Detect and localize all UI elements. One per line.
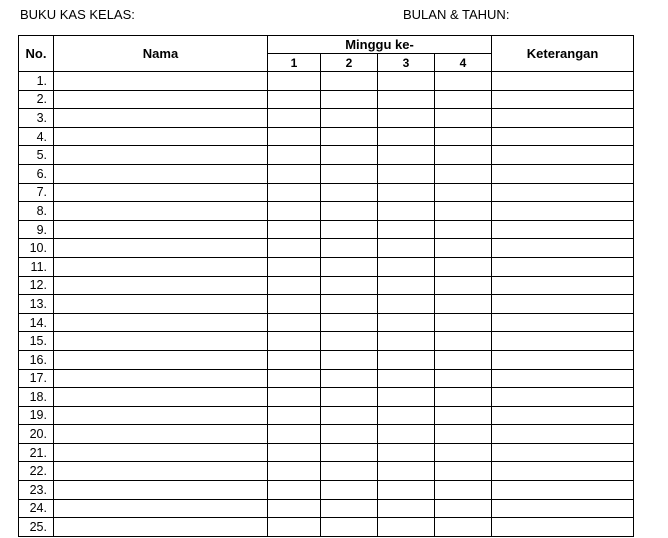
week-2-cell[interactable] [321, 443, 378, 462]
week-3-cell[interactable] [378, 462, 435, 481]
week-1-cell[interactable] [268, 257, 321, 276]
row-number: 3. [19, 109, 54, 128]
week-3-cell[interactable] [378, 406, 435, 425]
keterangan-cell[interactable] [492, 313, 634, 332]
week-1-cell[interactable] [268, 109, 321, 128]
week-4-cell[interactable] [435, 518, 492, 537]
table-row [19, 257, 634, 276]
week-2-cell[interactable] [321, 350, 378, 369]
week-4-cell[interactable] [435, 462, 492, 481]
table-row [19, 332, 634, 351]
week-2-cell[interactable] [321, 369, 378, 388]
week-4-cell[interactable] [435, 239, 492, 258]
week-3-cell[interactable] [378, 72, 435, 91]
week-2-cell[interactable] [321, 239, 378, 258]
week-4-cell[interactable] [435, 257, 492, 276]
week-3-cell[interactable] [378, 220, 435, 239]
week-4-cell[interactable] [435, 481, 492, 500]
keterangan-cell[interactable] [492, 443, 634, 462]
name-cell[interactable] [54, 257, 268, 276]
week-4-cell[interactable] [435, 369, 492, 388]
week-header-3: 3 [378, 54, 435, 72]
table-row [19, 462, 634, 481]
row-number: 25. [19, 518, 54, 537]
keterangan-cell[interactable] [492, 406, 634, 425]
name-cell[interactable] [54, 202, 268, 221]
row-number: 15. [19, 332, 54, 351]
table-row [19, 499, 634, 518]
week-3-cell[interactable] [378, 350, 435, 369]
week-2-cell[interactable] [321, 481, 378, 500]
name-cell[interactable] [54, 350, 268, 369]
keterangan-cell[interactable] [492, 518, 634, 537]
table-row [19, 388, 634, 407]
row-number: 11. [19, 257, 54, 276]
week-4-cell[interactable] [435, 313, 492, 332]
row-number: 1. [19, 72, 54, 91]
row-number: 24. [19, 499, 54, 518]
week-3-cell[interactable] [378, 276, 435, 295]
row-number: 17. [19, 369, 54, 388]
keterangan-cell[interactable] [492, 295, 634, 314]
week-1-cell[interactable] [268, 183, 321, 202]
week-2-cell[interactable] [321, 388, 378, 407]
week-3-cell[interactable] [378, 518, 435, 537]
week-3-cell[interactable] [378, 499, 435, 518]
week-1-cell[interactable] [268, 72, 321, 91]
keterangan-cell[interactable] [492, 257, 634, 276]
week-2-cell[interactable] [321, 146, 378, 165]
keterangan-cell[interactable] [492, 202, 634, 221]
week-3-cell[interactable] [378, 164, 435, 183]
table-row [19, 127, 634, 146]
keterangan-cell[interactable] [492, 369, 634, 388]
name-cell[interactable] [54, 332, 268, 351]
week-3-cell[interactable] [378, 90, 435, 109]
week-3-cell[interactable] [378, 146, 435, 165]
table-row [19, 481, 634, 500]
name-cell[interactable] [54, 462, 268, 481]
keterangan-cell[interactable] [492, 72, 634, 91]
row-number: 7. [19, 183, 54, 202]
row-number: 16. [19, 350, 54, 369]
week-2-cell[interactable] [321, 183, 378, 202]
name-cell[interactable] [54, 90, 268, 109]
week-4-cell[interactable] [435, 295, 492, 314]
week-1-cell[interactable] [268, 239, 321, 258]
week-3-cell[interactable] [378, 332, 435, 351]
row-number: 8. [19, 202, 54, 221]
table-row [19, 350, 634, 369]
name-cell[interactable] [54, 499, 268, 518]
row-number: 19. [19, 406, 54, 425]
keterangan-cell[interactable] [492, 462, 634, 481]
name-cell[interactable] [54, 72, 268, 91]
week-2-cell[interactable] [321, 518, 378, 537]
week-4-cell[interactable] [435, 164, 492, 183]
keterangan-cell[interactable] [492, 146, 634, 165]
row-number: 13. [19, 295, 54, 314]
table-row [19, 109, 634, 128]
keterangan-cell[interactable] [492, 350, 634, 369]
table-row [19, 406, 634, 425]
name-cell[interactable] [54, 388, 268, 407]
table-row [19, 183, 634, 202]
table-row [19, 518, 634, 537]
name-cell[interactable] [54, 127, 268, 146]
name-cell[interactable] [54, 481, 268, 500]
week-1-cell[interactable] [268, 518, 321, 537]
month-year-label: BULAN & TAHUN: [403, 7, 510, 22]
name-cell[interactable] [54, 406, 268, 425]
keterangan-cell[interactable] [492, 276, 634, 295]
row-number: 21. [19, 443, 54, 462]
keterangan-cell[interactable] [492, 332, 634, 351]
week-1-cell[interactable] [268, 443, 321, 462]
week-3-cell[interactable] [378, 388, 435, 407]
name-cell[interactable] [54, 313, 268, 332]
week-3-cell[interactable] [378, 313, 435, 332]
table-row [19, 72, 634, 91]
week-2-cell[interactable] [321, 406, 378, 425]
week-4-cell[interactable] [435, 276, 492, 295]
name-cell[interactable] [54, 425, 268, 444]
table-row [19, 239, 634, 258]
week-3-cell[interactable] [378, 443, 435, 462]
name-cell[interactable] [54, 518, 268, 537]
week-3-cell[interactable] [378, 295, 435, 314]
table-row [19, 443, 634, 462]
keterangan-cell[interactable] [492, 90, 634, 109]
week-4-cell[interactable] [435, 72, 492, 91]
table-row [19, 90, 634, 109]
name-cell[interactable] [54, 146, 268, 165]
row-number: 12. [19, 276, 54, 295]
table-row [19, 313, 634, 332]
week-3-cell[interactable] [378, 109, 435, 128]
week-3-cell[interactable] [378, 425, 435, 444]
week-2-cell[interactable] [321, 109, 378, 128]
week-header-1: 1 [268, 54, 321, 72]
week-1-cell[interactable] [268, 462, 321, 481]
week-1-cell[interactable] [268, 276, 321, 295]
ledger-body [19, 72, 634, 537]
week-1-cell[interactable] [268, 332, 321, 351]
week-1-cell[interactable] [268, 146, 321, 165]
week-1-cell[interactable] [268, 425, 321, 444]
row-number: 14. [19, 313, 54, 332]
week-4-cell[interactable] [435, 499, 492, 518]
name-cell[interactable] [54, 443, 268, 462]
name-cell[interactable] [54, 164, 268, 183]
name-cell[interactable] [54, 369, 268, 388]
week-2-cell[interactable] [321, 462, 378, 481]
week-4-cell[interactable] [435, 220, 492, 239]
week-3-cell[interactable] [378, 183, 435, 202]
table-row [19, 276, 634, 295]
week-4-cell[interactable] [435, 127, 492, 146]
week-2-cell[interactable] [321, 164, 378, 183]
week-1-cell[interactable] [268, 350, 321, 369]
table-row [19, 220, 634, 239]
week-4-cell[interactable] [435, 90, 492, 109]
row-number: 22. [19, 462, 54, 481]
week-4-cell[interactable] [435, 332, 492, 351]
week-3-cell[interactable] [378, 202, 435, 221]
keterangan-cell[interactable] [492, 109, 634, 128]
week-1-cell[interactable] [268, 220, 321, 239]
week-2-cell[interactable] [321, 202, 378, 221]
week-4-cell[interactable] [435, 443, 492, 462]
week-3-cell[interactable] [378, 369, 435, 388]
cash-ledger-table [18, 35, 634, 537]
column-header-no: No. [19, 36, 54, 72]
week-2-cell[interactable] [321, 295, 378, 314]
name-cell[interactable] [54, 295, 268, 314]
week-2-cell[interactable] [321, 72, 378, 91]
week-2-cell[interactable] [321, 127, 378, 146]
row-number: 6. [19, 164, 54, 183]
week-1-cell[interactable] [268, 369, 321, 388]
column-header-keterangan: Keterangan [492, 36, 634, 72]
row-number: 18. [19, 388, 54, 407]
week-4-cell[interactable] [435, 109, 492, 128]
name-cell[interactable] [54, 276, 268, 295]
row-number: 10. [19, 239, 54, 258]
week-4-cell[interactable] [435, 406, 492, 425]
week-4-cell[interactable] [435, 425, 492, 444]
week-3-cell[interactable] [378, 239, 435, 258]
row-number: 5. [19, 146, 54, 165]
row-number: 9. [19, 220, 54, 239]
name-cell[interactable] [54, 220, 268, 239]
week-2-cell[interactable] [321, 220, 378, 239]
row-number: 23. [19, 481, 54, 500]
week-1-cell[interactable] [268, 164, 321, 183]
week-header-2: 2 [321, 54, 378, 72]
week-2-cell[interactable] [321, 332, 378, 351]
week-4-cell[interactable] [435, 202, 492, 221]
keterangan-cell[interactable] [492, 183, 634, 202]
row-number: 4. [19, 127, 54, 146]
week-1-cell[interactable] [268, 90, 321, 109]
week-4-cell[interactable] [435, 350, 492, 369]
week-1-cell[interactable] [268, 406, 321, 425]
week-2-cell[interactable] [321, 257, 378, 276]
week-3-cell[interactable] [378, 257, 435, 276]
week-3-cell[interactable] [378, 481, 435, 500]
week-1-cell[interactable] [268, 202, 321, 221]
week-2-cell[interactable] [321, 90, 378, 109]
column-header-nama: Nama [54, 36, 268, 72]
name-cell[interactable] [54, 109, 268, 128]
week-1-cell[interactable] [268, 481, 321, 500]
week-4-cell[interactable] [435, 183, 492, 202]
keterangan-cell[interactable] [492, 425, 634, 444]
name-cell[interactable] [54, 183, 268, 202]
week-2-cell[interactable] [321, 313, 378, 332]
week-1-cell[interactable] [268, 295, 321, 314]
keterangan-cell[interactable] [492, 164, 634, 183]
week-1-cell[interactable] [268, 499, 321, 518]
week-2-cell[interactable] [321, 425, 378, 444]
week-1-cell[interactable] [268, 388, 321, 407]
table-row [19, 425, 634, 444]
week-1-cell[interactable] [268, 127, 321, 146]
row-number: 2. [19, 90, 54, 109]
table-row [19, 295, 634, 314]
week-header-4: 4 [435, 54, 492, 72]
class-cash-book-label: BUKU KAS KELAS: [20, 7, 135, 22]
keterangan-cell[interactable] [492, 220, 634, 239]
keterangan-cell[interactable] [492, 499, 634, 518]
keterangan-cell[interactable] [492, 481, 634, 500]
week-2-cell[interactable] [321, 499, 378, 518]
week-4-cell[interactable] [435, 146, 492, 165]
keterangan-cell[interactable] [492, 388, 634, 407]
row-number: 20. [19, 425, 54, 444]
week-1-cell[interactable] [268, 313, 321, 332]
week-4-cell[interactable] [435, 388, 492, 407]
week-3-cell[interactable] [378, 127, 435, 146]
table-row [19, 369, 634, 388]
keterangan-cell[interactable] [492, 239, 634, 258]
table-row [19, 146, 634, 165]
week-2-cell[interactable] [321, 276, 378, 295]
column-header-minggu: Minggu ke- [268, 36, 492, 54]
name-cell[interactable] [54, 239, 268, 258]
table-row [19, 202, 634, 221]
keterangan-cell[interactable] [492, 127, 634, 146]
table-row [19, 164, 634, 183]
